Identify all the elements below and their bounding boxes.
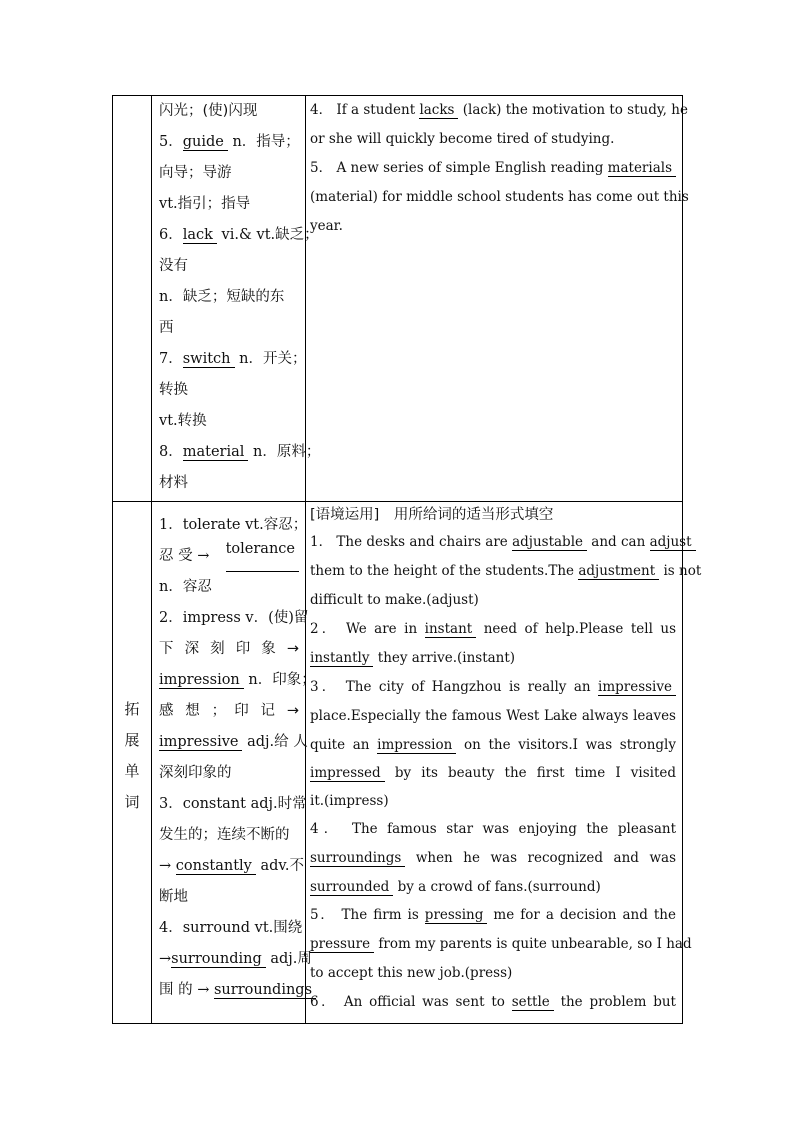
row2-label-cell [113, 502, 152, 1024]
answer-blank: adjust [650, 534, 696, 551]
answer-blank: switch [183, 351, 235, 368]
exercise-line: 3． The city of Hangzhou is really an impressive [310, 673, 676, 702]
exercise-line: 1． The desks and chairs are adjustable and can adjust [310, 528, 676, 557]
answer-blank: surroundings [310, 850, 405, 867]
answer-blank: materials [608, 160, 676, 177]
answer-blank: surrounded [310, 879, 393, 896]
word-line: n．缺乏；短缺的东 [159, 289, 285, 305]
exercise-line: 5． The firm is pressing me for a decision and the [310, 907, 676, 923]
answer-blank: constantly [176, 858, 256, 875]
word-line: 西 [159, 320, 174, 336]
answer-blank: lack [183, 227, 217, 244]
answer-blank: material [183, 444, 249, 461]
row1-exercise-cell [306, 96, 689, 502]
word-line: vt.转换 [159, 413, 207, 429]
answer-blank: settle [512, 994, 554, 1011]
answer-blank: impressive [159, 734, 242, 751]
table-row [113, 96, 683, 502]
word-line: 没有 [159, 258, 188, 274]
exercise-line: quite an impression on the visitors.I was strongly [310, 737, 677, 753]
word-line: 忍 受 → tolerance [159, 541, 299, 572]
exercise-line: surrounded by a crowd of fans.(surround) [310, 879, 601, 895]
word-line: 深刻印象的 [159, 765, 232, 781]
word-line: n．容忍 [159, 579, 212, 595]
word-line: 7．switch n．开关； [159, 351, 307, 367]
exercise-line: pressure from my parents is quite unbearable, so I had [310, 936, 692, 952]
word-line: → constantly adv.不 [159, 858, 304, 874]
word-line: →surrounding adj.周 [159, 951, 312, 967]
word-line: 4．surround vt.围绕 [159, 920, 303, 936]
row2-word-cell [152, 502, 316, 1024]
answer-blank: pressing [425, 907, 488, 924]
exercise-line: 2． We are in instant need of help.Please tell us [310, 621, 676, 637]
exercise-line: to accept this new job.(press) [310, 965, 513, 981]
answer-blank: adjustable [512, 534, 587, 551]
answer-blank: guide [183, 134, 228, 151]
exercise-line: year. [310, 218, 343, 234]
exercise-line: difficult to make.(adjust) [310, 592, 479, 608]
answer-blank: impressed [310, 765, 385, 782]
word-line: 材料 [159, 475, 188, 491]
answer-blank: surrounding [171, 951, 266, 968]
word-line: 3．constant adj.时常 [159, 796, 307, 812]
row1-word-cell [152, 96, 321, 502]
exercise-line: or she will quickly become tired of studying. [310, 131, 615, 147]
row2-exercise-cell [306, 502, 702, 1024]
word-line: 1．tolerate vt.容忍； [159, 517, 308, 533]
word-line: 8．material n．原料； [159, 444, 321, 460]
answer-blank: instant [425, 621, 477, 638]
word-line: 5．guide n．指导； [159, 134, 300, 150]
exercise-line: (material) for middle school students has come out this [310, 189, 689, 205]
vocab-table [112, 95, 702, 1024]
answer-blank: impression [377, 737, 456, 754]
exercise-line: instantly they arrive.(instant) [310, 650, 516, 666]
answer-blank: instantly [310, 650, 373, 667]
exercise-line: 4． The famous star was enjoying the pleasant [310, 821, 676, 837]
word-line: 感 想 ； 印 记 → [159, 703, 299, 719]
answer-blank: tolerance [226, 541, 299, 572]
answer-blank: impression [159, 672, 244, 689]
word-line: impression n．印象； [159, 672, 316, 688]
word-line: vt.指引；指导 [159, 196, 251, 212]
section-label: 拓 展 单 词 [124, 700, 140, 811]
answer-blank: pressure [310, 936, 374, 953]
word-line: 闪光；(使)闪现 [159, 103, 258, 119]
word-line: 发生的；连续不断的 [159, 827, 290, 843]
exercise-line: impressed by its beauty the first time I visited [310, 765, 677, 781]
answer-blank: adjustment [578, 563, 659, 580]
word-line: 转换 [159, 382, 188, 398]
word-line: 围 的 → surroundings [159, 975, 299, 1006]
word-line: 向导；导游 [159, 165, 232, 181]
word-line: 下 深 刻 印 象 → [159, 641, 299, 657]
exercise-line: place.Especially the famous West Lake always leaves [310, 708, 676, 724]
word-line: 断地 [159, 889, 188, 905]
answer-blank: lacks [419, 102, 458, 119]
table-row [113, 502, 683, 1024]
exercise-line: it.(impress) [310, 793, 389, 809]
exercise-line: surroundings when he was recognized and was [310, 850, 676, 866]
word-line: impressive adj.给 人 [159, 734, 308, 750]
word-line: 6．lack vi.& vt.缺乏； [159, 227, 319, 243]
exercise-line: 4． If a student lacks (lack) the motivation to study, he [310, 102, 688, 118]
exercise-header: [语境运用] 用所给词的适当形式填空 [310, 507, 554, 523]
answer-blank: surroundings [214, 982, 316, 999]
answer-blank: impressive [598, 679, 676, 696]
row1-label-cell [113, 96, 152, 502]
exercise-line: 5． A new series of simple English reading materials [310, 154, 676, 183]
word-line: 2．impress v．(使)留 [159, 610, 309, 626]
exercise-line: them to the height of the students.The adjustment is not [310, 563, 702, 579]
exercise-line: 6． An official was sent to settle the problem but [310, 994, 676, 1010]
